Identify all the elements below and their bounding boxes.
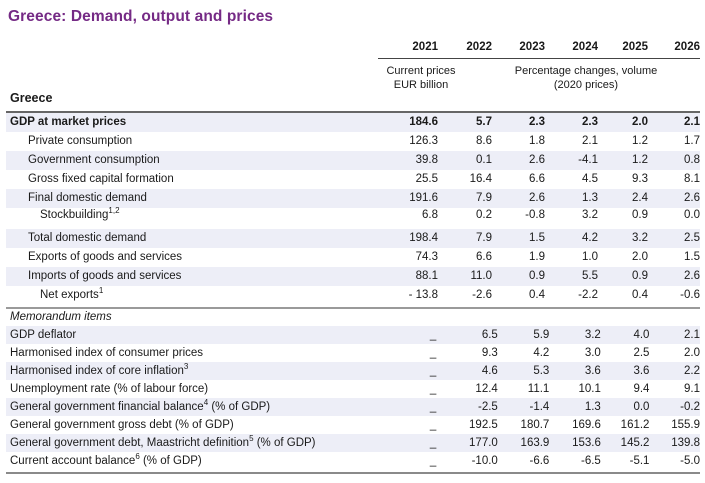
year-header-2023: 2023 — [519, 41, 545, 53]
value-cell-2025: 9.4 — [633, 382, 650, 395]
row-label: General government debt, Maastricht definition$^5$ (% of GDP) — [10, 433, 316, 449]
table-row — [6, 452, 700, 470]
value-cell-2023: 5.3 — [533, 364, 550, 377]
value-cell-2022: -2.6 — [472, 289, 492, 301]
value-cell-2023: 2.6 — [529, 192, 545, 204]
value-cell-2021: 74.3 — [415, 251, 438, 263]
value-cell-2023: 1.8 — [529, 135, 545, 147]
value-cell-2022: 8.6 — [476, 135, 492, 147]
value-cell-2026: 2.0 — [684, 346, 700, 359]
value-cell-2022: 11.0 — [470, 270, 492, 282]
page-title: Greece: Demand, output and prices — [8, 8, 274, 25]
value-cell-2026: 0.0 — [684, 209, 700, 221]
row-label: Exports of goods and services — [28, 251, 183, 263]
table-row — [6, 132, 700, 151]
year-header-2022: 2022 — [466, 41, 492, 53]
value-cell-2026: 2.1 — [684, 116, 700, 128]
row-values — [378, 437, 700, 450]
row-values — [378, 209, 700, 222]
main-rows-section — [6, 113, 700, 305]
value-cell-2026: -0.6 — [680, 289, 700, 301]
row-values — [378, 419, 700, 432]
percentage-changes-subheader — [466, 65, 705, 92]
row-label: Stockbuilding$^{1,2}$ — [40, 206, 120, 221]
value-cell-2021: 88.1 — [415, 270, 438, 282]
row-label: General government gross debt (% of GDP) — [10, 418, 234, 431]
value-cell-2023: -1.4 — [529, 400, 550, 413]
row-label: Imports of goods and services — [28, 270, 182, 282]
row-values — [378, 270, 700, 283]
value-cell-2022: 4.6 — [481, 364, 498, 377]
value-cell-2023: -6.6 — [529, 454, 550, 467]
value-cell-2024: 4.2 — [582, 232, 598, 244]
row-values — [378, 289, 700, 302]
value-cell-2022: 0.1 — [476, 154, 492, 166]
row-label: Final domestic demand — [28, 192, 147, 204]
value-cell-2026: 2.2 — [684, 364, 700, 377]
row-label: GDP at market prices — [10, 116, 127, 128]
value-cell-2025: 0.4 — [632, 289, 648, 301]
row-values — [378, 251, 700, 264]
row-values — [378, 329, 700, 342]
value-cell-2024: 1.3 — [584, 400, 601, 413]
value-cell-2026: 139.8 — [671, 436, 700, 449]
row-values — [378, 401, 700, 414]
year-header-2024: 2024 — [572, 41, 598, 53]
value-cell-2024: 153.6 — [572, 436, 601, 449]
footnote-marker: 1,2 — [108, 206, 120, 216]
value-cell-2025: 2.5 — [633, 346, 650, 359]
table-row — [6, 398, 700, 416]
year-header-row — [6, 40, 700, 55]
row-label: General government financial balance$^4$ (% of GDP) — [10, 397, 271, 413]
value-cell-2022: 192.5 — [469, 418, 498, 431]
value-cell-2021: 39.8 — [415, 154, 438, 166]
value-cell-2025: 0.0 — [633, 400, 650, 413]
value-cell-2023: 2.6 — [529, 154, 545, 166]
economic-outlook-table — [6, 40, 700, 474]
value-cell-2026: 2.6 — [684, 192, 700, 204]
row-label: Current account balance$^6$ (% of GDP) — [10, 451, 202, 467]
value-cell-2022: 9.3 — [481, 346, 498, 359]
value-cell-2025: -5.1 — [629, 454, 650, 467]
value-cell-2021: 25.5 — [415, 173, 438, 185]
row-values — [378, 173, 700, 186]
current-prices-subheader — [366, 65, 476, 92]
row-label: Harmonised index of consumer prices — [10, 346, 204, 359]
value-cell-2023: 4.2 — [533, 346, 550, 359]
footnote-marker: 4 — [203, 397, 209, 407]
value-cell-2023: 2.3 — [529, 116, 545, 128]
value-cell-2026: 2.1 — [684, 328, 700, 341]
value-cell-2024: 2.1 — [582, 135, 598, 147]
value-cell-2021: - 13.8 — [408, 289, 438, 301]
table-row — [6, 189, 700, 208]
value-cell-2025: 3.6 — [633, 364, 650, 377]
value-cell-2024: 10.1 — [578, 382, 601, 395]
row-label: Harmonised index of core inflation$^3$ — [10, 361, 189, 377]
value-cell-2021: _ — [429, 364, 437, 377]
footnote-marker: 5 — [249, 433, 254, 443]
table-row — [6, 286, 700, 305]
value-cell-2025: 161.2 — [620, 418, 650, 431]
row-label: Private consumption — [28, 135, 133, 147]
value-cell-2024: 1.0 — [582, 251, 598, 263]
subheader-number-area — [378, 63, 700, 107]
value-cell-2026: 9.1 — [684, 382, 700, 395]
row-values — [378, 154, 700, 167]
value-cell-2024: 3.0 — [584, 346, 601, 359]
header-spacer — [6, 40, 378, 55]
value-cell-2024: 2.3 — [582, 116, 598, 128]
value-cell-2025: 2.0 — [632, 251, 648, 263]
value-cell-2024: 3.2 — [582, 209, 598, 221]
value-cell-2021: _ — [429, 328, 437, 341]
row-values — [378, 365, 700, 378]
table-row — [6, 416, 700, 434]
table-row — [6, 248, 700, 267]
value-cell-2025: 3.2 — [632, 232, 648, 244]
value-cell-2024: -4.1 — [578, 154, 598, 166]
row-label: Net exports$^1$ — [40, 286, 104, 301]
value-cell-2026: 1.5 — [684, 251, 700, 263]
value-cell-2025: 145.2 — [620, 436, 650, 449]
year-header-2021: 2021 — [412, 41, 438, 53]
value-cell-2025: 0.9 — [632, 270, 648, 282]
value-cell-2021: 198.4 — [409, 232, 438, 244]
value-cell-2021: _ — [429, 400, 437, 413]
row-values — [378, 116, 700, 129]
value-cell-2022: 177.0 — [469, 436, 498, 449]
value-cell-2024: -6.5 — [581, 454, 601, 467]
table-row — [6, 434, 700, 452]
value-cell-2022: 0.2 — [476, 209, 492, 221]
table-row — [6, 113, 700, 132]
current-prices-line1: Current prices — [386, 65, 456, 77]
table-row — [6, 151, 700, 170]
value-cell-2024: 5.5 — [582, 270, 598, 282]
value-cell-2022: 16.4 — [469, 173, 492, 185]
value-cell-2023: 1.9 — [529, 251, 545, 263]
table-row — [6, 229, 700, 248]
subheader-row — [6, 59, 700, 107]
table-bottom-rule — [6, 472, 700, 474]
percentage-changes-line2: (2020 prices) — [553, 78, 619, 91]
value-cell-2021: 184.6 — [409, 116, 438, 128]
value-cell-2021: 6.8 — [422, 209, 438, 221]
row-label: Gross fixed capital formation — [28, 173, 174, 185]
value-cell-2024: 4.5 — [582, 173, 598, 185]
value-cell-2024: -2.2 — [578, 289, 598, 301]
value-cell-2026: 0.8 — [684, 154, 700, 166]
footnote-marker: 6 — [135, 451, 140, 461]
value-cell-2024: 3.2 — [584, 328, 601, 341]
footnote-marker: 3 — [183, 361, 189, 371]
table-row — [6, 267, 700, 286]
row-values — [378, 455, 700, 468]
row-values — [378, 232, 700, 245]
value-cell-2025: 2.0 — [632, 116, 648, 128]
region-label: Greece — [10, 91, 53, 105]
percentage-changes-line1: Percentage changes, volume — [514, 65, 658, 77]
value-cell-2025: 1.2 — [632, 154, 648, 166]
row-label: Total domestic demand — [28, 232, 147, 244]
value-cell-2023: 0.9 — [529, 270, 545, 282]
row-label: GDP deflator — [10, 328, 77, 341]
value-cell-2025: 1.2 — [632, 135, 648, 147]
table-row — [6, 326, 700, 344]
current-prices-line2: EUR billion — [393, 78, 449, 91]
value-cell-2023: 180.7 — [520, 418, 550, 431]
value-cell-2021: _ — [429, 382, 437, 395]
value-cell-2026: 2.5 — [684, 232, 700, 244]
value-cell-2021: _ — [429, 418, 437, 431]
value-cell-2022: 12.4 — [475, 382, 498, 395]
value-cell-2021: 191.6 — [409, 192, 438, 204]
value-cell-2022: -2.5 — [477, 400, 498, 413]
value-cell-2023: 0.4 — [529, 289, 545, 301]
year-header-2025: 2025 — [622, 41, 648, 53]
value-cell-2023: 11.1 — [527, 382, 550, 395]
value-cell-2023: -0.8 — [525, 209, 545, 221]
footnote-marker: 1 — [98, 286, 104, 296]
value-cell-2025: 4.0 — [633, 328, 650, 341]
value-cell-2021: 126.3 — [409, 135, 438, 147]
memorandum-rows — [6, 326, 700, 470]
value-cell-2021: _ — [429, 346, 437, 359]
value-cell-2026: 1.7 — [684, 135, 700, 147]
row-values — [378, 135, 700, 148]
value-cell-2026: 8.1 — [684, 173, 700, 185]
value-cell-2021: _ — [429, 436, 437, 449]
row-label: Government consumption — [28, 154, 160, 166]
value-cell-2022: 6.5 — [481, 328, 498, 341]
row-values — [378, 383, 700, 396]
value-cell-2024: 1.3 — [582, 192, 598, 204]
value-cell-2026: -0.2 — [680, 400, 700, 413]
memorandum-header: Memorandum items — [10, 311, 112, 323]
value-cell-2025: 0.9 — [632, 209, 648, 221]
value-cell-2022: 7.9 — [476, 192, 492, 204]
value-cell-2024: 169.6 — [572, 418, 601, 431]
value-cell-2023: 5.9 — [533, 328, 550, 341]
year-header-cells — [378, 40, 700, 55]
value-cell-2022: -10.0 — [471, 454, 498, 467]
value-cell-2026: 155.9 — [671, 418, 700, 431]
table-row — [6, 362, 700, 380]
value-cell-2026: 2.6 — [684, 270, 700, 282]
value-cell-2022: 5.7 — [476, 116, 492, 128]
value-cell-2026: -5.0 — [680, 454, 700, 467]
value-cell-2022: 6.6 — [476, 251, 492, 263]
row-values — [378, 192, 700, 205]
value-cell-2024: 3.6 — [584, 364, 601, 377]
value-cell-2023: 163.9 — [520, 436, 550, 449]
value-cell-2025: 2.4 — [632, 192, 648, 204]
value-cell-2021: _ — [429, 454, 437, 467]
row-label: Unemployment rate (% of labour force) — [10, 382, 209, 395]
table-row — [6, 208, 700, 223]
year-header-2026: 2026 — [674, 41, 700, 53]
table-row — [6, 344, 700, 362]
memorandum-section — [6, 309, 700, 470]
value-cell-2025: 9.3 — [632, 173, 648, 185]
row-values — [378, 347, 700, 360]
value-cell-2023: 1.5 — [529, 232, 545, 244]
value-cell-2022: 7.9 — [476, 232, 492, 244]
table-row — [6, 170, 700, 189]
value-cell-2023: 6.6 — [529, 173, 545, 185]
table-row — [6, 380, 700, 398]
